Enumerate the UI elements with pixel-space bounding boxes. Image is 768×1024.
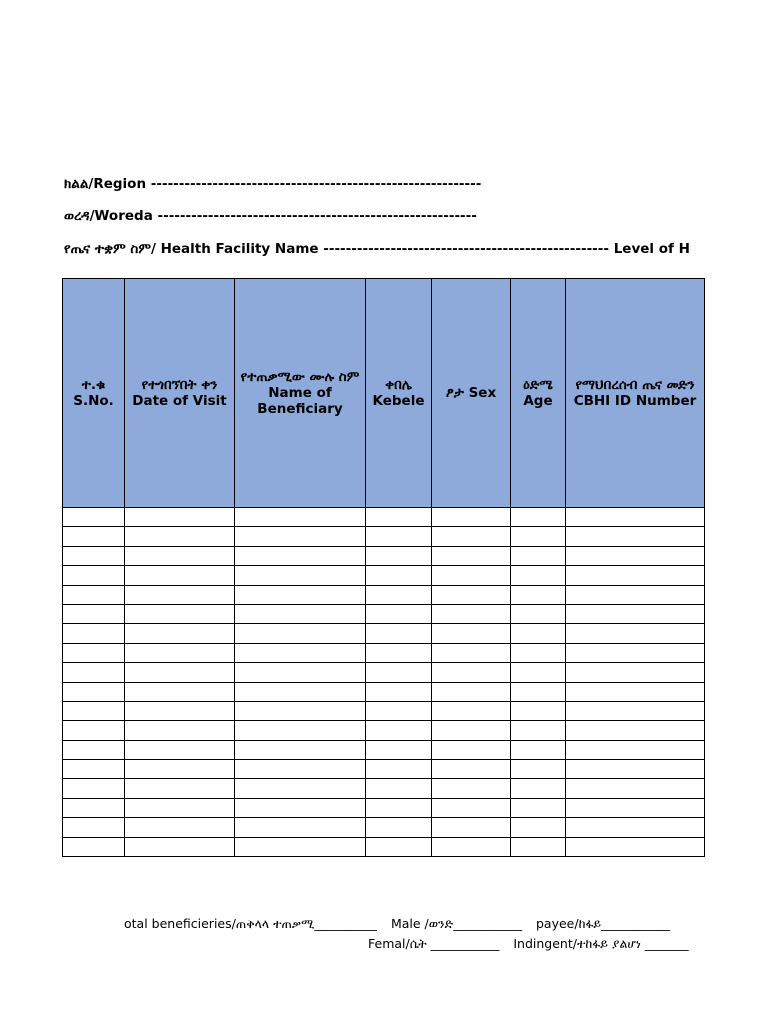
table-cell[interactable] xyxy=(432,740,511,759)
table-cell[interactable] xyxy=(566,701,705,720)
table-cell[interactable] xyxy=(432,682,511,701)
table-row xyxy=(63,527,705,546)
column-header-kebele xyxy=(366,279,432,508)
table-cell[interactable] xyxy=(432,798,511,817)
table-row xyxy=(63,546,705,565)
column-header-date-of-visit xyxy=(125,279,235,508)
table-cell[interactable] xyxy=(511,566,566,585)
table-cell[interactable] xyxy=(566,527,705,546)
column-header-age xyxy=(511,279,566,508)
table-cell[interactable] xyxy=(511,624,566,643)
table-cell[interactable] xyxy=(511,798,566,817)
table-cell[interactable] xyxy=(235,798,366,817)
column-header-english: ፆታ Sex xyxy=(445,385,497,401)
table-cell[interactable] xyxy=(566,624,705,643)
total-beneficiaries-label: otal beneficieries/ጠቅላላ ተጠቃሚ__________ xyxy=(124,916,377,931)
table-cell[interactable] xyxy=(63,760,125,779)
table-cell[interactable] xyxy=(125,546,235,565)
table-cell[interactable] xyxy=(366,546,432,565)
table-body xyxy=(63,508,705,857)
table-row xyxy=(63,837,705,856)
male-count-label: Male /ወንድ___________ xyxy=(390,916,522,931)
table-cell[interactable] xyxy=(366,721,432,740)
table-cell[interactable] xyxy=(63,798,125,817)
table-cell[interactable] xyxy=(366,585,432,604)
table-row xyxy=(63,740,705,759)
table-cell[interactable] xyxy=(566,779,705,798)
table-cell[interactable] xyxy=(63,585,125,604)
table-cell[interactable] xyxy=(235,527,366,546)
table-row xyxy=(63,643,705,662)
table-cell[interactable] xyxy=(566,604,705,623)
table-cell[interactable] xyxy=(366,604,432,623)
table-cell[interactable] xyxy=(125,585,235,604)
table-row xyxy=(63,508,705,527)
table-cell[interactable] xyxy=(63,566,125,585)
table-row xyxy=(63,721,705,740)
table-cell[interactable] xyxy=(125,818,235,837)
table-cell[interactable] xyxy=(125,508,235,527)
table-row xyxy=(63,624,705,643)
table-cell[interactable] xyxy=(511,818,566,837)
table-header-row xyxy=(63,279,705,508)
table-cell[interactable] xyxy=(366,682,432,701)
table-row xyxy=(63,566,705,585)
table-cell[interactable] xyxy=(566,740,705,759)
table-cell[interactable] xyxy=(235,760,366,779)
table-cell[interactable] xyxy=(511,760,566,779)
table-cell[interactable] xyxy=(432,760,511,779)
table-cell[interactable] xyxy=(511,701,566,720)
table-cell[interactable] xyxy=(432,508,511,527)
table-cell[interactable] xyxy=(125,624,235,643)
table-cell[interactable] xyxy=(235,837,366,856)
table-cell[interactable] xyxy=(511,721,566,740)
payee-count-label: payee/ከፋይ___________ xyxy=(535,916,670,931)
table-cell[interactable] xyxy=(366,779,432,798)
table-cell[interactable] xyxy=(125,779,235,798)
table-cell[interactable] xyxy=(235,508,366,527)
table-cell[interactable] xyxy=(235,663,366,682)
table-cell[interactable] xyxy=(566,546,705,565)
beneficiary-register-table xyxy=(62,278,705,857)
table-cell[interactable] xyxy=(366,566,432,585)
table-cell[interactable] xyxy=(432,643,511,662)
table-cell[interactable] xyxy=(63,779,125,798)
table-cell[interactable] xyxy=(125,798,235,817)
female-count-label: Femal/ሴት ___________ xyxy=(368,936,500,951)
table-cell[interactable] xyxy=(63,837,125,856)
column-header-amharic: የተጎበኘበት ቀን xyxy=(141,377,218,393)
table-cell[interactable] xyxy=(63,527,125,546)
table-cell[interactable] xyxy=(366,798,432,817)
column-header-amharic: የተጠቃሚው ሙሉ ስም xyxy=(240,369,360,385)
table-cell[interactable] xyxy=(566,508,705,527)
table-cell[interactable] xyxy=(566,837,705,856)
table-cell[interactable] xyxy=(235,818,366,837)
table-cell[interactable] xyxy=(125,527,235,546)
table-cell[interactable] xyxy=(125,663,235,682)
table-cell[interactable] xyxy=(63,546,125,565)
footer-summary-line-1 xyxy=(124,916,670,932)
table-cell[interactable] xyxy=(511,604,566,623)
table-cell[interactable] xyxy=(235,566,366,585)
table-cell[interactable] xyxy=(63,604,125,623)
table-cell[interactable] xyxy=(432,546,511,565)
table-cell[interactable] xyxy=(511,837,566,856)
woreda-field-label: ወረዳ/Woreda --------------------------------------------------------- xyxy=(64,208,477,224)
table-row xyxy=(63,779,705,798)
table-cell[interactable] xyxy=(432,604,511,623)
column-header-amharic: ዕድሜ xyxy=(523,377,553,393)
column-header-amharic: ተ.ቁ xyxy=(81,377,106,393)
table-cell[interactable] xyxy=(432,624,511,643)
table-cell[interactable] xyxy=(432,585,511,604)
table-cell[interactable] xyxy=(566,682,705,701)
table-cell[interactable] xyxy=(366,760,432,779)
table-cell[interactable] xyxy=(235,585,366,604)
table-cell[interactable] xyxy=(125,604,235,623)
table-cell[interactable] xyxy=(511,527,566,546)
table-cell[interactable] xyxy=(63,663,125,682)
table-row xyxy=(63,798,705,817)
table-cell[interactable] xyxy=(511,508,566,527)
table-cell[interactable] xyxy=(63,701,125,720)
table-cell[interactable] xyxy=(432,566,511,585)
table-cell[interactable] xyxy=(432,721,511,740)
column-header-english: Date of Visit xyxy=(132,393,227,409)
table-cell[interactable] xyxy=(125,721,235,740)
table-cell[interactable] xyxy=(366,624,432,643)
table-cell[interactable] xyxy=(432,527,511,546)
table-cell[interactable] xyxy=(511,682,566,701)
column-header-english: CBHI ID Number xyxy=(573,393,697,409)
table-cell[interactable] xyxy=(511,663,566,682)
table-cell[interactable] xyxy=(566,818,705,837)
health-facility-field-label: የጤና ተቋም ስም/ Health Facility Name --------------------------------------------------- Level of H xyxy=(64,241,690,257)
table-cell[interactable] xyxy=(63,721,125,740)
table-cell[interactable] xyxy=(432,837,511,856)
table-cell[interactable] xyxy=(125,701,235,720)
table-cell[interactable] xyxy=(125,643,235,662)
table-cell[interactable] xyxy=(63,508,125,527)
table-row xyxy=(63,760,705,779)
table-cell[interactable] xyxy=(235,643,366,662)
table-cell[interactable] xyxy=(566,760,705,779)
column-header-english: Name of Beneficiary xyxy=(257,385,343,417)
table-cell[interactable] xyxy=(566,721,705,740)
table-cell[interactable] xyxy=(235,721,366,740)
table-cell[interactable] xyxy=(235,740,366,759)
table-cell[interactable] xyxy=(125,682,235,701)
table-cell[interactable] xyxy=(511,643,566,662)
table-cell[interactable] xyxy=(566,566,705,585)
table-cell[interactable] xyxy=(366,701,432,720)
table-row xyxy=(63,663,705,682)
table-cell[interactable] xyxy=(566,663,705,682)
region-field-label: ክልል/Region ----------------------------------------------------------- xyxy=(64,176,482,192)
column-header-amharic: ቀበሌ xyxy=(385,377,412,393)
table-cell[interactable] xyxy=(63,818,125,837)
column-header-sex xyxy=(432,279,511,508)
table-cell[interactable] xyxy=(566,643,705,662)
table-cell[interactable] xyxy=(366,527,432,546)
table-row xyxy=(63,682,705,701)
table-cell[interactable] xyxy=(511,740,566,759)
table-cell[interactable] xyxy=(511,546,566,565)
footer-summary-line-2 xyxy=(368,936,689,952)
table-cell[interactable] xyxy=(366,508,432,527)
indigent-count-label: Indingent/ተከፋይ ያልሆነ _______ xyxy=(513,936,689,951)
table-row xyxy=(63,585,705,604)
table-cell[interactable] xyxy=(432,663,511,682)
table-cell[interactable] xyxy=(366,837,432,856)
table-cell[interactable] xyxy=(125,837,235,856)
table-cell[interactable] xyxy=(235,701,366,720)
table-cell[interactable] xyxy=(125,760,235,779)
column-header-english: Kebele xyxy=(372,393,425,409)
table-cell[interactable] xyxy=(511,585,566,604)
table-cell[interactable] xyxy=(63,624,125,643)
table-cell[interactable] xyxy=(366,643,432,662)
table-cell[interactable] xyxy=(511,779,566,798)
column-header-cbhi-id xyxy=(566,279,705,508)
table-cell[interactable] xyxy=(432,701,511,720)
table-cell[interactable] xyxy=(235,546,366,565)
column-header-beneficiary-name xyxy=(235,279,366,508)
table-cell[interactable] xyxy=(63,740,125,759)
table-cell[interactable] xyxy=(125,740,235,759)
table-row xyxy=(63,701,705,720)
table-cell[interactable] xyxy=(63,682,125,701)
column-header-english: S.No. xyxy=(73,393,114,409)
table-cell[interactable] xyxy=(432,818,511,837)
table-cell[interactable] xyxy=(366,663,432,682)
table-cell[interactable] xyxy=(235,682,366,701)
table-cell[interactable] xyxy=(566,585,705,604)
table-cell[interactable] xyxy=(235,604,366,623)
table-cell[interactable] xyxy=(366,740,432,759)
table-row xyxy=(63,604,705,623)
column-header-english: Age xyxy=(523,393,553,409)
table-cell[interactable] xyxy=(566,798,705,817)
table-cell[interactable] xyxy=(235,624,366,643)
table-cell[interactable] xyxy=(432,779,511,798)
table-cell[interactable] xyxy=(125,566,235,585)
table-cell[interactable] xyxy=(366,818,432,837)
column-header-amharic: የማህበረሰብ ጤና መድን xyxy=(575,377,695,393)
table-cell[interactable] xyxy=(235,779,366,798)
table-row xyxy=(63,818,705,837)
table-cell[interactable] xyxy=(63,643,125,662)
column-header-serial-number xyxy=(63,279,125,508)
